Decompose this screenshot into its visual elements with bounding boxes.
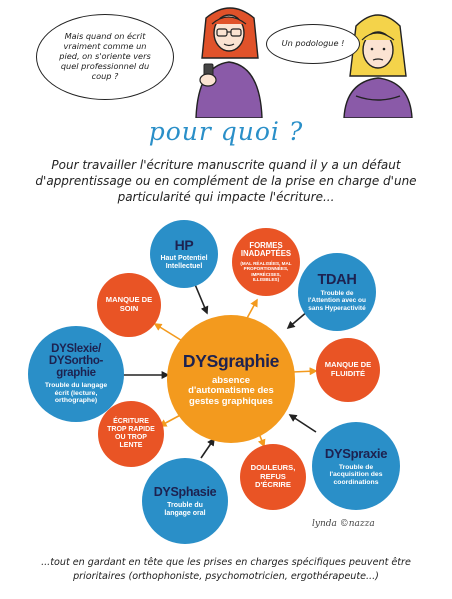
node-formes-subtitle: (MAL RÉALISÉES, MAL PROPORTIONNÉES, IMPRÉCISES, ILLISIBLES) xyxy=(240,261,292,282)
node-dyslexie-subtitle: Trouble du langage écrit (lecture, orthographe) xyxy=(44,382,108,405)
node-dyspraxie-title: DYSpraxie xyxy=(324,445,388,461)
node-dysgraphie-subtitle: absence d'automatisme des gestes graphiques xyxy=(188,374,274,407)
node-tdah-subtitle: Trouble de l'Attention avec ou sans Hyperactivité xyxy=(308,290,366,312)
speech-bubble-question-text: Mais quand on écrit vraiment comme un pied, on s'oriente vers quel professionnel du coup ? xyxy=(59,31,151,81)
node-dysphasie-subtitle: Trouble du langage oral xyxy=(164,501,206,517)
node-fluidite-title: MANQUE DE FLUIDITÉ xyxy=(324,360,372,378)
arrow-fluidite xyxy=(292,371,316,372)
node-dyspraxie-subtitle: Trouble de l'acquisition des coordinations xyxy=(329,463,383,486)
node-manque-de-soin xyxy=(97,273,161,337)
node-rapide-title: ÉCRITURE TROP RAPIDE OU TROP LENTE xyxy=(107,417,155,450)
node-soin-title: MANQUE DE SOIN xyxy=(105,295,153,313)
node-formes-title: FORMES INADAPTÉES xyxy=(240,240,292,259)
node-dysgraphie xyxy=(167,315,295,443)
arrow-dyspraxie xyxy=(290,415,316,432)
node-ecriture-rapide-lente xyxy=(98,401,164,467)
page-title: pour quoi ? xyxy=(148,117,304,146)
outro-text: ...tout en gardant en tête que les prises en charges spécifiques peuvent être prioritaires (orthophoniste, psychomotricien, ergothérapeute...) xyxy=(41,557,411,582)
node-hp-subtitle: Haut Potentiel Intellectuel xyxy=(160,255,208,270)
arrow-dysphasie xyxy=(201,439,214,458)
node-dyspraxie xyxy=(312,422,400,510)
node-douleurs-title: DOULEURS, REFUS D'ÉCRIRE xyxy=(250,462,296,490)
node-dyslexie-title: DYSlexie/ DYSortho-graphie xyxy=(48,343,104,380)
node-tdah xyxy=(298,253,376,331)
node-douleurs-refus xyxy=(240,444,306,510)
node-hp xyxy=(150,220,218,288)
node-dysphasie xyxy=(142,458,228,544)
node-dysgraphie-title: DYSgraphie xyxy=(182,350,280,371)
author-signature: lynda ©nazza xyxy=(312,519,375,529)
node-dysphasie-title: DYSphasie xyxy=(153,484,217,499)
node-tdah-title: TDAH xyxy=(317,272,357,289)
arrow-hp xyxy=(194,282,207,313)
node-formes-inadaptees xyxy=(232,228,300,296)
node-hp-title: HP xyxy=(174,237,194,254)
intro-text: Pour travailler l'écriture manuscrite quand il y a un défaut d'apprentissage ou en complément de la prise en charge d'une particularité qui impacte l'écriture... xyxy=(35,158,417,204)
node-manque-de-fluidite xyxy=(316,338,380,402)
speech-bubble-answer-text: Un podologue ! xyxy=(281,38,345,49)
